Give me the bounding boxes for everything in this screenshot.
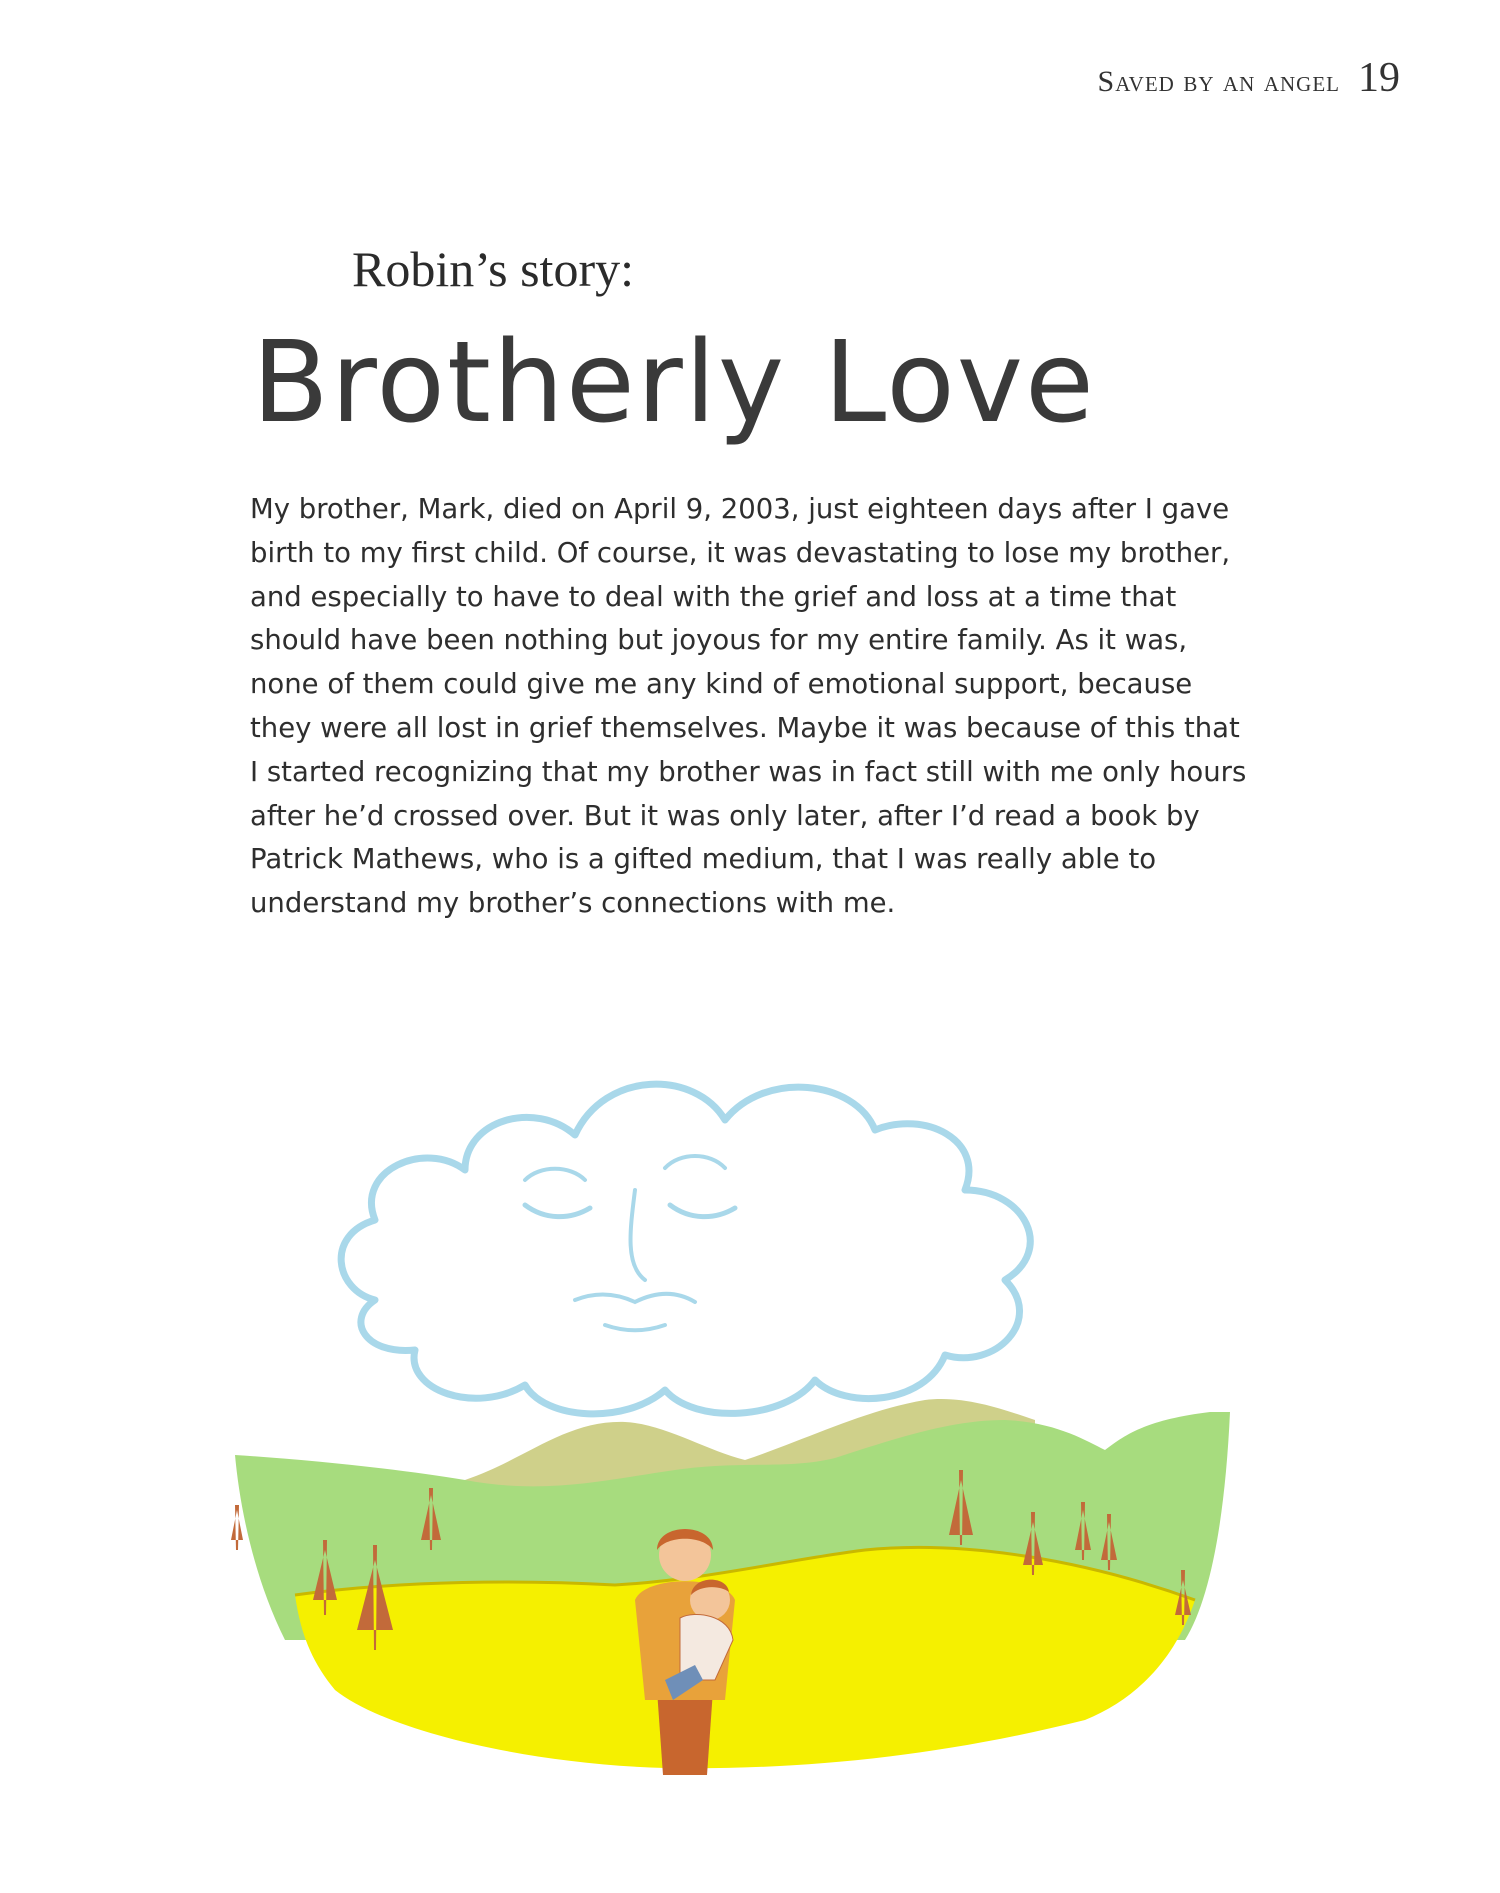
cloud-face-chin [605, 1325, 665, 1330]
story-title: Brotherly Love [252, 318, 1096, 448]
cloud-face-right-brow [665, 1156, 725, 1168]
cloud-face-nose [631, 1190, 645, 1280]
cloud-face-mouth [575, 1294, 695, 1302]
cloud-outline [341, 1084, 1030, 1414]
cloud-face-right-eye [670, 1205, 735, 1217]
story-subtitle: Robin’s story: [352, 241, 634, 297]
running-title: Saved by an angel [1097, 65, 1340, 98]
story-paragraph: My brother, Mark, died on April 9, 2003, just eighteen days after I gave birth to my first child. Of course, it was devastating to lose my brother, and especially to have to deal with the grief and loss at a time that should have been nothing but joyous for my entire family. As it was, none of them could give me any kind of emotional support, because they were all lost in grief themselves. Maybe it was because of this that I started recognizing that my brother was in fact still with me only hours after he’d crossed over. But it was only later, after I’d read a book by Patrick Mathews, who is a gifted medium, that I was really able to understand my brother’s connections with me. [250, 493, 1247, 920]
cloud-and-hills-illustration [225, 1040, 1265, 1780]
cloud-face-left-eye [525, 1205, 590, 1217]
tree-1 [231, 1505, 243, 1550]
page-number: 19 [1358, 55, 1400, 101]
cloud-face-left-brow [525, 1169, 585, 1180]
running-head [1098, 54, 1400, 102]
figure-legs [657, 1690, 713, 1775]
